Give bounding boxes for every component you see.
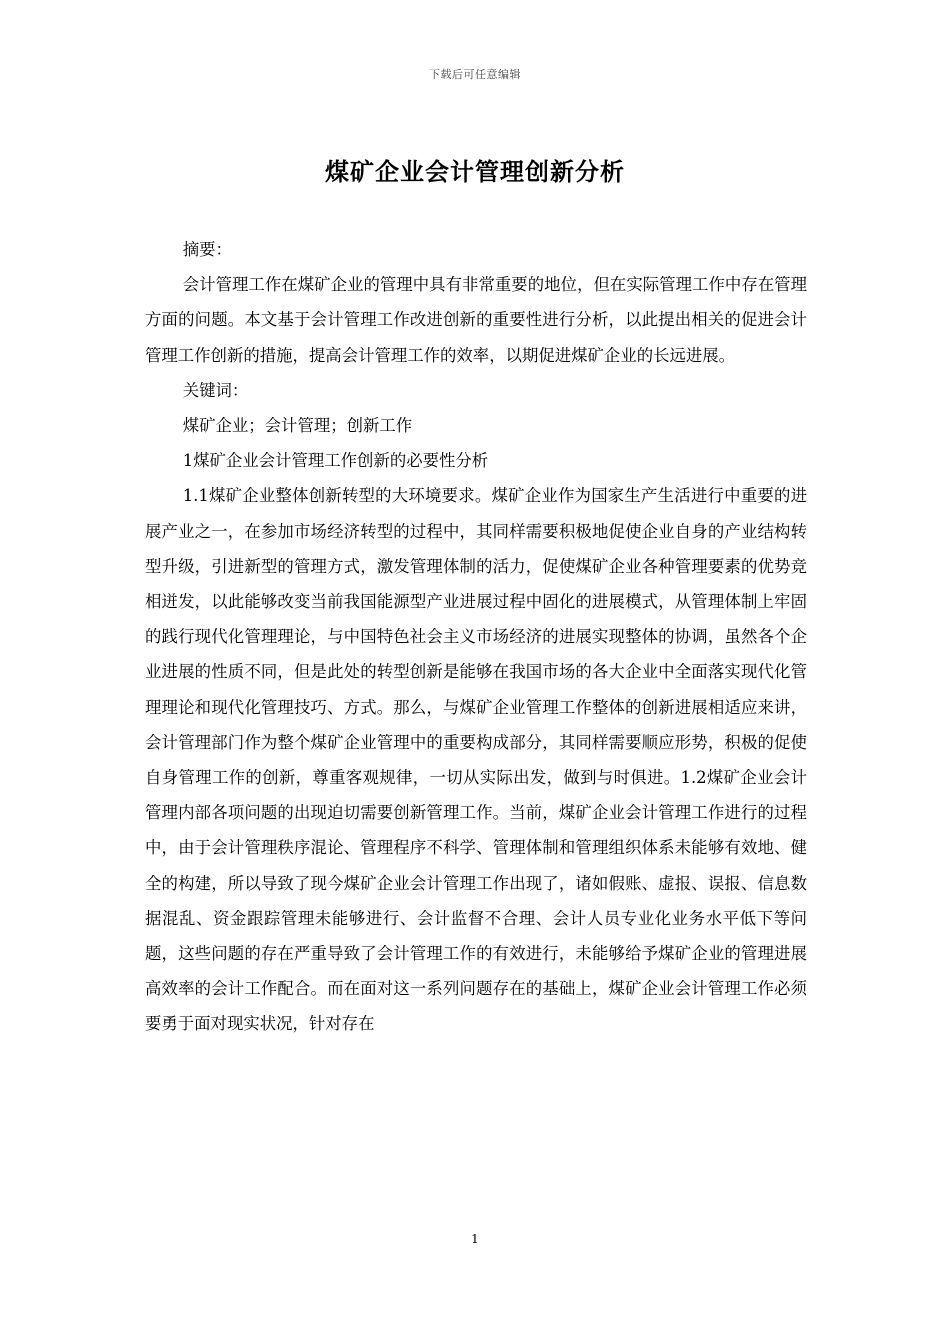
abstract-label: 摘要： [182,240,232,259]
keywords-text: 煤矿企业；会计管理；创新工作 [182,416,413,436]
document-body [145,232,807,1042]
page-header: 下载后可任意编辑 [429,68,521,81]
document-title: 煤矿企业会计管理创新分析 [325,157,625,186]
keywords-label: 关键词： [182,380,249,400]
section-body: 1.1煤矿企业整体创新转型的大环境要求。煤矿企业作为国家生产生活进行中重要的进展产业之一，在参加市场经济转型的过程中，其同样需要积极地促使企业自身的产业结构转型升级，引进新型的管理方式，激发管理体制的活力，促使煤矿企业各种管理要素的优势竞相迸发，以此能够改变当前我国能源型产业进展过程中固化的进展模式，从管理体制上牢固的践行现代化管理理论，与中国特色社会主义市场经济的进展实现整体的协调，虽然各个企业进展的性质不同，但是此处的转型创新是能够在我国市场的各大企业中全面落实现代化管理理论和现代化管理技巧、方式。那么，与煤矿企业管理工作整体的创新进展相适应来讲，会计管理部门作为整个煤矿企业管理中的重要构成部分，其同样需要顺应形势，积极的促使自身管理工作的创新，尊重客观规律，一切从实际出发，做到与时俱进。1.2煤矿企业会计管理内部各项问题的出现迫切需要创新管理工作。当前，煤矿企业会计管理工作进行的过程中，由于会计管理秩序混论、管理程序不科学、管理体制和管理组织体系未能够有效地、健全的构建，所以导致了现今煤矿企业会计管理工作出现了，诸如假账、虚报、误报、信息数据混乱、资金跟踪管理未能够进行、会计监督不合理、会计人员专业化业务水平低下等问题，这些问题的存在严重导致了会计管理工作的有效进行，未能够给予煤矿企业的管理进展高效率的会计工作配合。而在面对这一系列问题存在的基础上，煤矿企业会计管理工作必须要勇于面对现实状况，针对存在 [145,486,807,1034]
abstract-text: 会计管理工作在煤矿企业的管理中具有非常重要的地位，但在实际管理工作中存在管理方面的问题。本文基于会计管理工作改进创新的重要性进行分析，以此提出相关的促进会计管理工作创新的措施，提高会计管理工作的效率，以期促进煤矿企业的长远进展。 [145,275,807,365]
page-number: 1 [471,1232,479,1246]
section-heading: 1煤矿企业会计管理工作创新的必要性分析 [182,451,489,471]
